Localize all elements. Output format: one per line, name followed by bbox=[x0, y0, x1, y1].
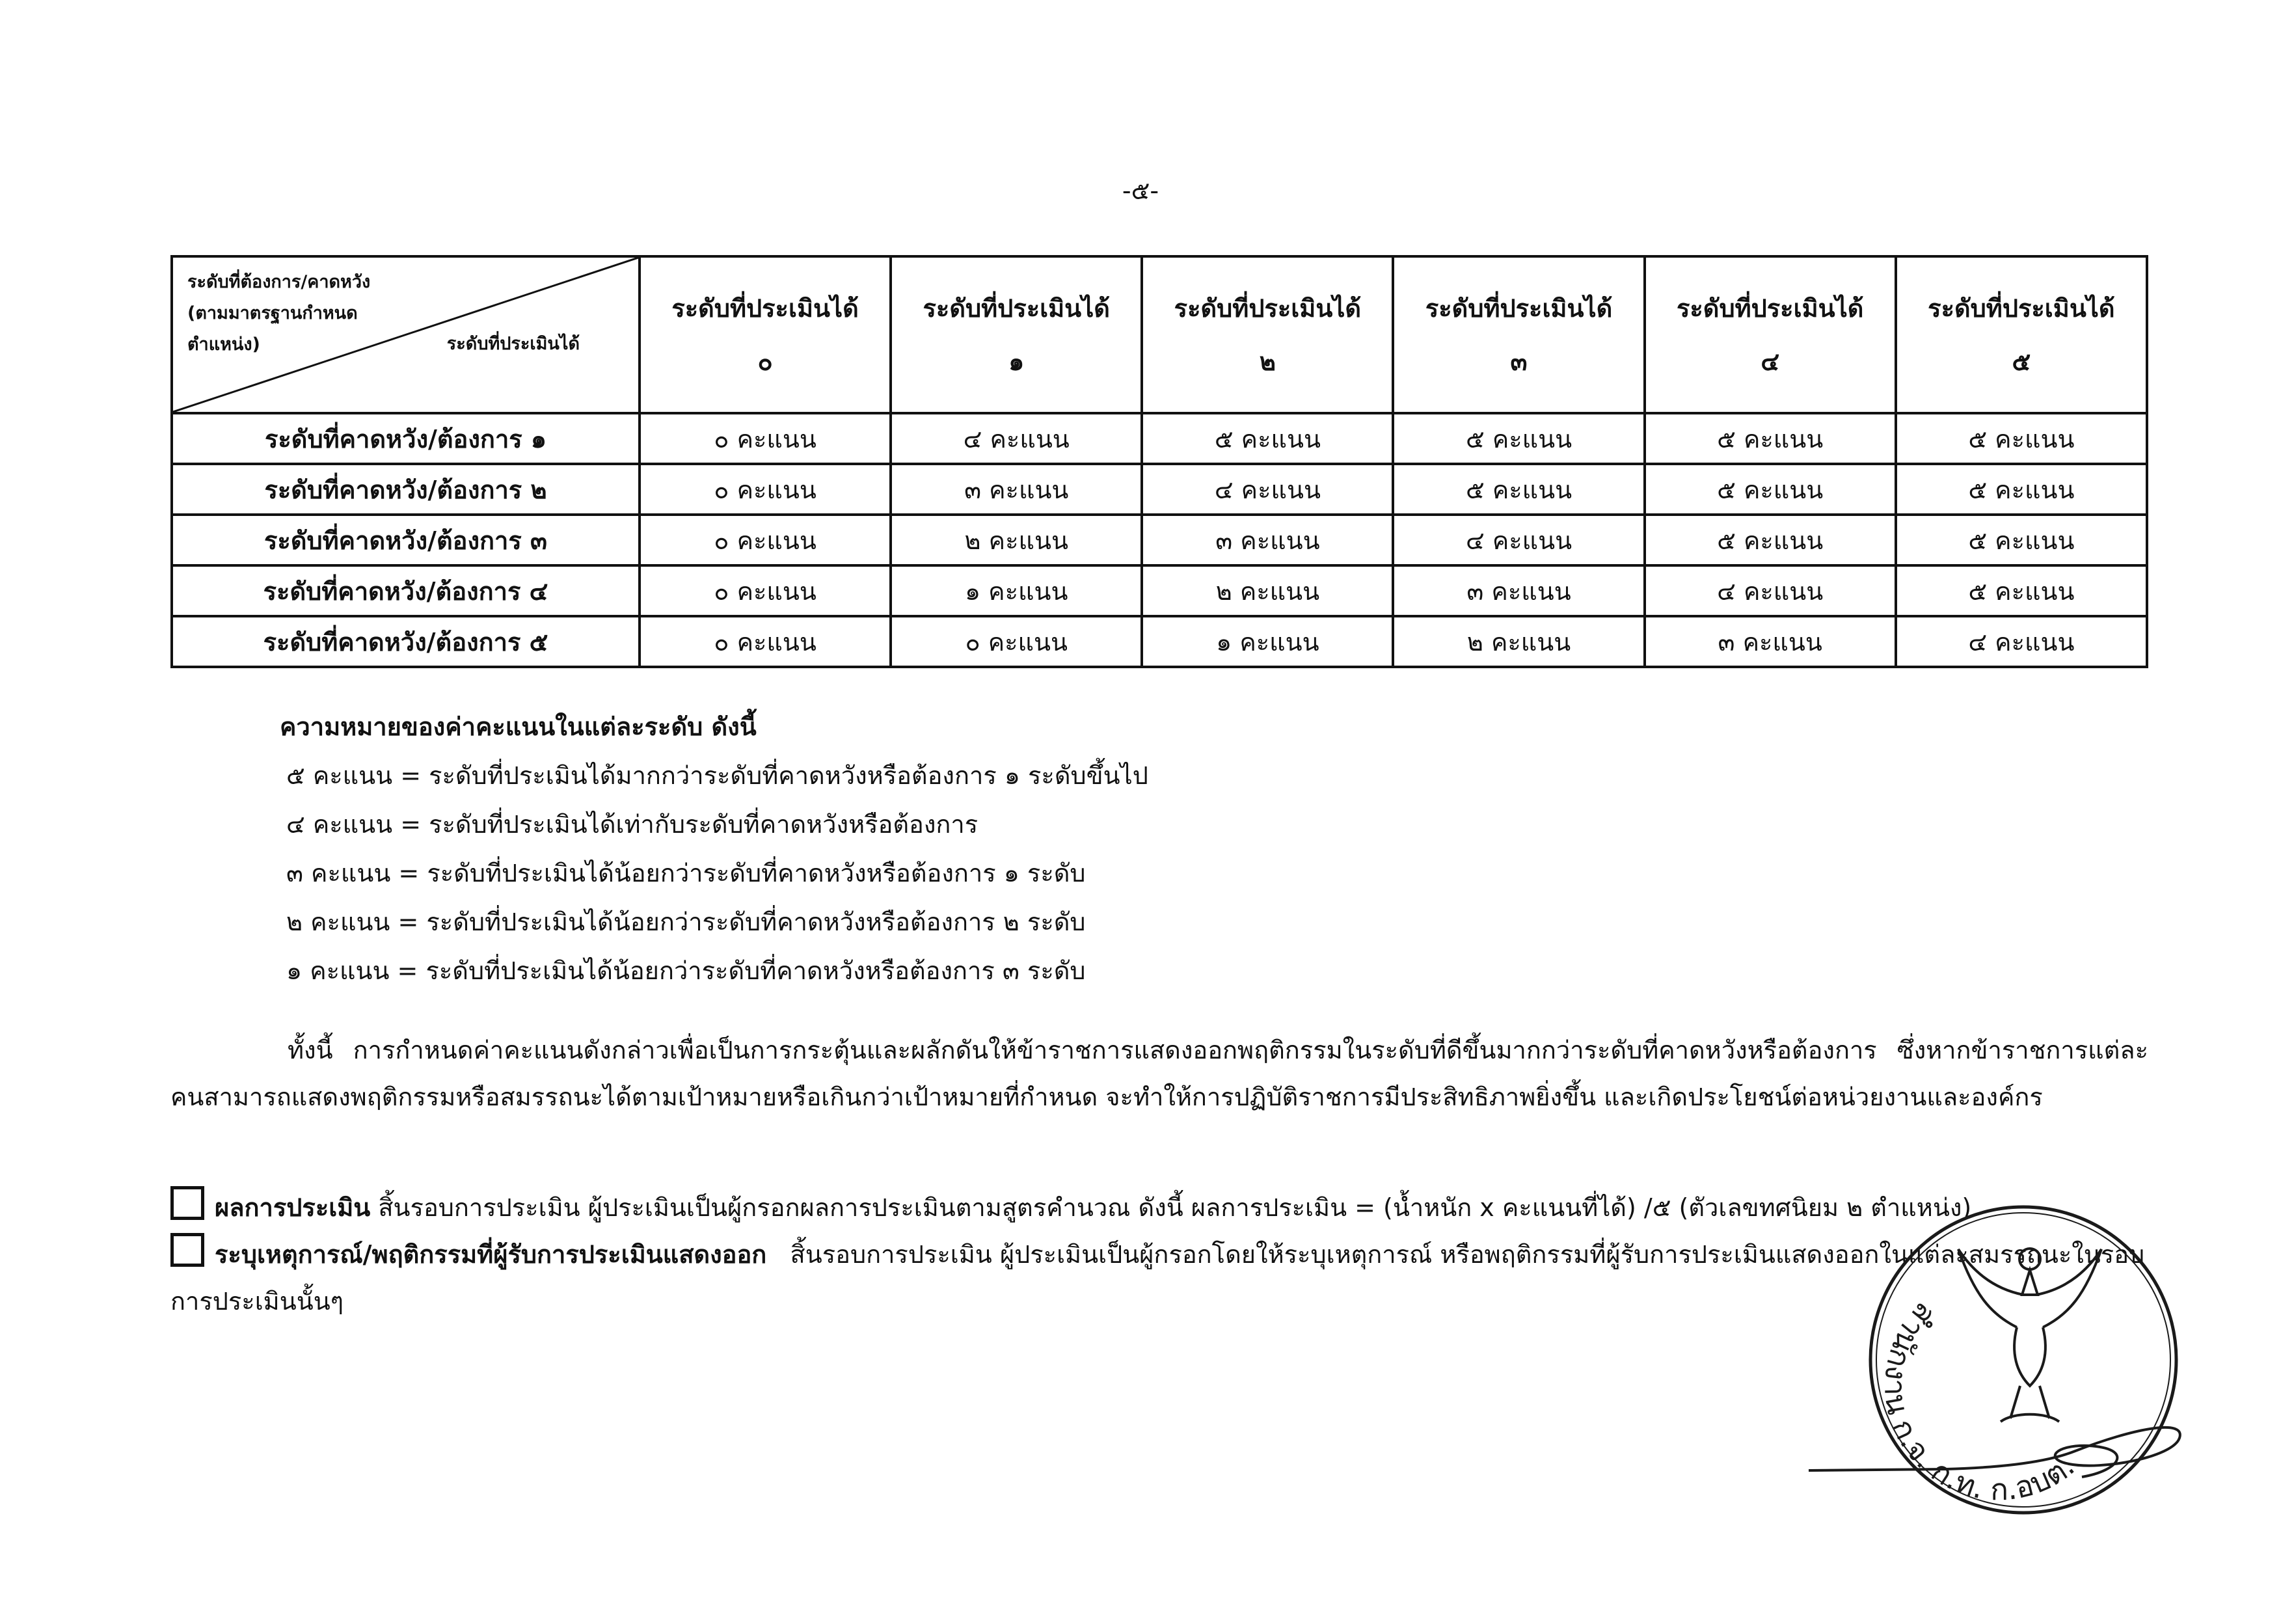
score-cell: ๓ คะแนน bbox=[1142, 515, 1393, 565]
score-cell: ๑ คะแนน bbox=[891, 565, 1142, 616]
corner-assessed-label: ระดับที่ประเมินได้ bbox=[446, 334, 580, 354]
score-cell: ๔ คะแนน bbox=[1896, 616, 2147, 667]
score-cell: ๕ คะแนน bbox=[1645, 464, 1896, 515]
score-cell: ๑ คะแนน bbox=[1142, 616, 1393, 667]
score-cell: ๒ คะแนน bbox=[1142, 565, 1393, 616]
column-header bbox=[1393, 256, 1644, 413]
score-cell: ๐ คะแนน bbox=[891, 616, 1142, 667]
table-row bbox=[172, 565, 2147, 616]
score-cell: ๔ คะแนน bbox=[1142, 464, 1393, 515]
table-row bbox=[172, 413, 2147, 464]
score-cell: ๓ คะแนน bbox=[1645, 616, 1896, 667]
table-corner-cell bbox=[172, 256, 640, 413]
behavior-checkbox[interactable] bbox=[170, 1233, 204, 1267]
column-header-level: ๔ bbox=[1761, 347, 1780, 376]
score-cell: ๐ คะแนน bbox=[640, 464, 891, 515]
assessment-result-title: ผลการประเมิน bbox=[215, 1193, 371, 1222]
score-table bbox=[170, 255, 2148, 668]
column-header bbox=[1896, 256, 2147, 413]
page-number: -๕- bbox=[1122, 176, 1159, 205]
score-meaning-line: ๔ คะแนน = ระดับที่ประเมินได้เท่ากับระดับที่คาดหวังหรือต้องการ bbox=[286, 810, 979, 839]
row-label: ระดับที่คาดหวัง/ต้องการ ๑ bbox=[172, 413, 640, 464]
column-header-level: ๐ bbox=[757, 347, 773, 376]
column-header-level: ๕ bbox=[2012, 347, 2031, 376]
column-header-label: ระดับที่ประเมินได้ bbox=[671, 293, 859, 323]
score-cell: ๕ คะแนน bbox=[1896, 515, 2147, 565]
column-header-label: ระดับที่ประเมินได้ bbox=[923, 293, 1110, 323]
behavior-text: สิ้นรอบการประเมิน ผู้ประเมินเป็นผู้กรอกโดยให้ระบุเหตุการณ์ หรือพฤติกรรมที่ผู้รับการประเมินแสดงออกในแต่ละสมรรถนะในรอบการประเมินนั้นๆ bbox=[170, 1240, 2145, 1316]
row-label: ระดับที่คาดหวัง/ต้องการ ๕ bbox=[172, 616, 640, 667]
column-header bbox=[1142, 256, 1393, 413]
row-label: ระดับที่คาดหวัง/ต้องการ ๒ bbox=[172, 464, 640, 515]
score-cell: ๕ คะแนน bbox=[1142, 413, 1393, 464]
corner-line: ตำแหน่ง) bbox=[187, 334, 260, 355]
column-header bbox=[1645, 256, 1896, 413]
score-cell: ๔ คะแนน bbox=[891, 413, 1142, 464]
score-cell: ๕ คะแนน bbox=[1896, 413, 2147, 464]
score-cell: ๐ คะแนน bbox=[640, 413, 891, 464]
table-header-row bbox=[172, 256, 2147, 413]
score-cell: ๕ คะแนน bbox=[1896, 464, 2147, 515]
row-label: ระดับที่คาดหวัง/ต้องการ ๔ bbox=[172, 565, 640, 616]
table-row bbox=[172, 464, 2147, 515]
column-header-level: ๓ bbox=[1510, 347, 1528, 376]
score-cell: ๕ คะแนน bbox=[1896, 565, 2147, 616]
score-cell: ๐ คะแนน bbox=[640, 565, 891, 616]
column-header-level: ๑ bbox=[1008, 347, 1025, 376]
score-meaning-line: ๑ คะแนน = ระดับที่ประเมินได้น้อยกว่าระดับที่คาดหวังหรือต้องการ ๓ ระดับ bbox=[286, 956, 1086, 985]
score-cell: ๐ คะแนน bbox=[640, 616, 891, 667]
score-cell: ๐ คะแนน bbox=[640, 515, 891, 565]
score-cell: ๔ คะแนน bbox=[1645, 565, 1896, 616]
column-header bbox=[640, 256, 891, 413]
score-meaning-line: ๒ คะแนน = ระดับที่ประเมินได้น้อยกว่าระดับที่คาดหวังหรือต้องการ ๒ ระดับ bbox=[286, 908, 1086, 936]
row-label: ระดับที่คาดหวัง/ต้องการ ๓ bbox=[172, 515, 640, 565]
score-cell: ๔ คะแนน bbox=[1393, 515, 1644, 565]
score-cell: ๕ คะแนน bbox=[1645, 413, 1896, 464]
score-meaning-section bbox=[280, 703, 1148, 995]
column-header-level: ๒ bbox=[1259, 347, 1276, 376]
score-meaning-title: ความหมายของค่าคะแนนในแต่ละระดับ ดังนี้ bbox=[280, 712, 757, 741]
behavior-title: ระบุเหตุการณ์/พฤติกรรมที่ผู้รับการประเมินแสดงออก bbox=[215, 1240, 767, 1269]
assessment-result-checkbox[interactable] bbox=[170, 1186, 204, 1220]
score-cell: ๒ คะแนน bbox=[891, 515, 1142, 565]
column-header-label: ระดับที่ประเมินได้ bbox=[1174, 293, 1362, 323]
score-cell: ๕ คะแนน bbox=[1393, 464, 1644, 515]
explanation-paragraph: ทั้งนี้ การกำหนดค่าคะแนนดังกล่าวเพื่อเป็นการกระตุ้นและผลักดันให้ข้าราชการแสดงออกพฤติกรรมในระดับที่ดีขึ้นมากกว่าระดับที่คาดหวังหรือต้องการ ซึ่งหากข้าราชการแต่ละคนสามารถแสดงพฤติกรรมหรือสมรรถนะได้ตามเป้าหมายหรือเกินกว่าเป้าหมายที่กำหนด จะทำให้การปฏิบัติราชการมีประสิทธิภาพยิ่งขึ้น และเกิดประโยชน์ต่อหน่วยงานและองค์กร bbox=[170, 1036, 2148, 1111]
column-header-label: ระดับที่ประเมินได้ bbox=[1928, 293, 2115, 323]
score-cell: ๓ คะแนน bbox=[891, 464, 1142, 515]
table-row bbox=[172, 515, 2147, 565]
seal-text-path: สำนักงาน ก.จ. ก.ท. ก.อบต. bbox=[1878, 1295, 2081, 1508]
score-cell: ๓ คะแนน bbox=[1393, 565, 1644, 616]
score-cell: ๕ คะแนน bbox=[1645, 515, 1896, 565]
score-meaning-line: ๓ คะแนน = ระดับที่ประเมินได้น้อยกว่าระดับที่คาดหวังหรือต้องการ ๑ ระดับ bbox=[286, 859, 1086, 887]
corner-expected-label bbox=[187, 267, 370, 360]
column-header-label: ระดับที่ประเมินได้ bbox=[1676, 293, 1864, 323]
column-header bbox=[891, 256, 1142, 413]
corner-line: (ตามมาตรฐานกำหนด bbox=[187, 303, 358, 323]
table-row bbox=[172, 616, 2147, 667]
score-cell: ๒ คะแนน bbox=[1393, 616, 1644, 667]
score-cell: ๕ คะแนน bbox=[1393, 413, 1644, 464]
column-header-label: ระดับที่ประเมินได้ bbox=[1425, 293, 1613, 323]
score-meaning-line: ๕ คะแนน = ระดับที่ประเมินได้มากกว่าระดับที่คาดหวังหรือต้องการ ๑ ระดับขึ้นไป bbox=[286, 761, 1148, 790]
behavior-item bbox=[170, 1231, 2148, 1325]
assessment-result-text: สิ้นรอบการประเมิน ผู้ประเมินเป็นผู้กรอกผลการประเมินตามสูตรคำนวณ ดังนี้ ผลการประเมิน = (น้ำหนัก x คะแนนที่ได้) /๕ (ตัวเลขทศนิยม ๒ ตำแหน่ง) bbox=[378, 1193, 1972, 1222]
signature bbox=[1796, 1373, 2199, 1503]
corner-line: ระดับที่ต้องการ/คาดหวัง bbox=[187, 272, 371, 292]
